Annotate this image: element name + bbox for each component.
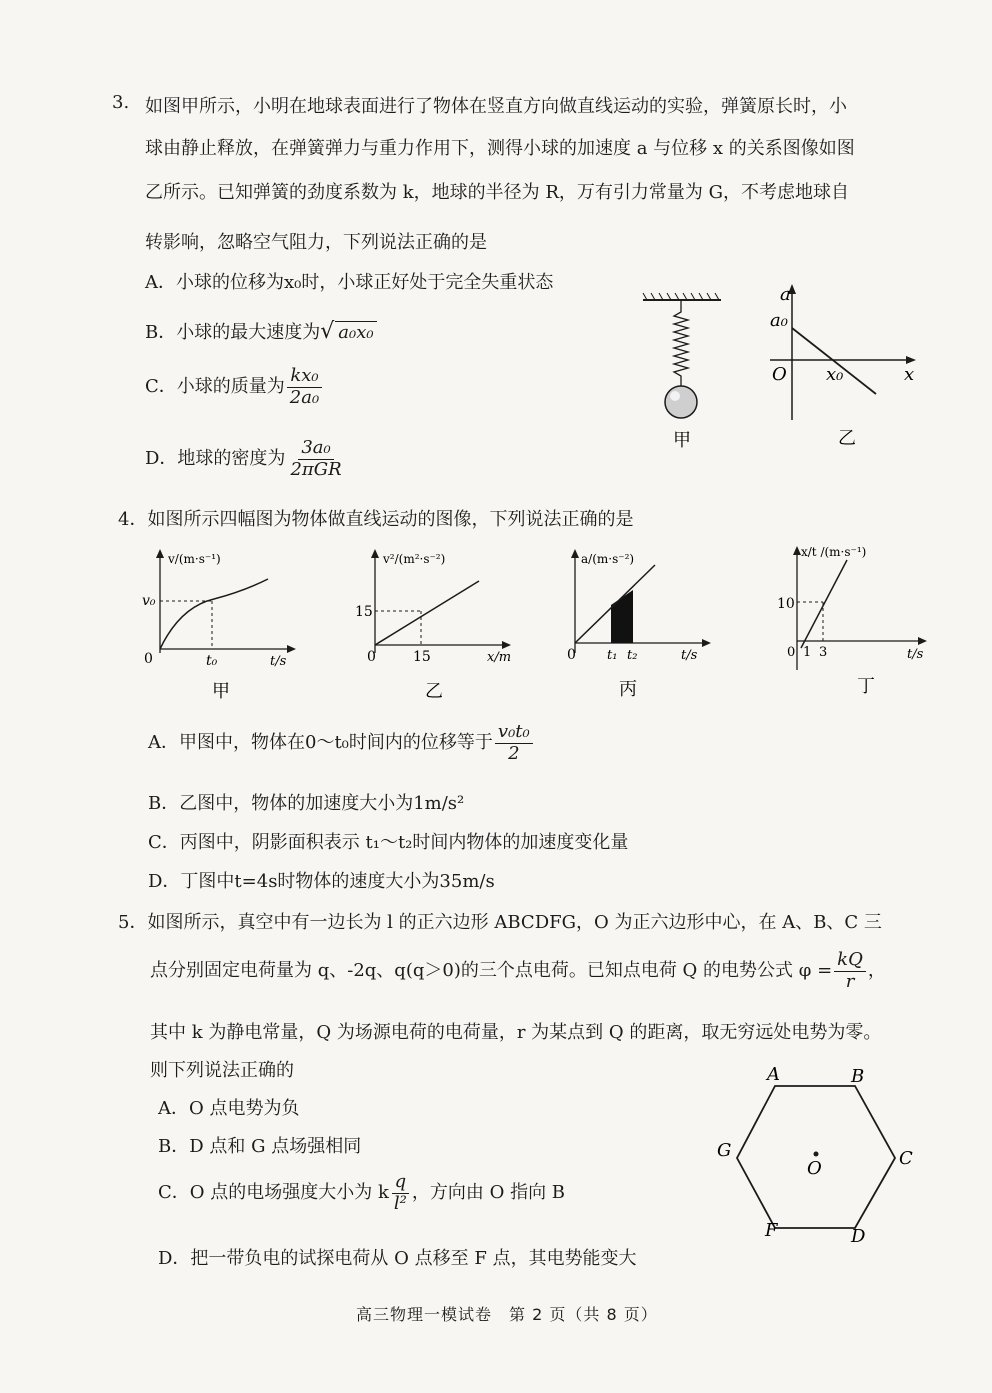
q3-stem-line-4: 转影响，忽略空气阻力，下列说法正确的是 <box>145 232 487 253</box>
q4-option-d: D．丁图中t=4s时物体的速度大小为35m/s <box>148 871 495 892</box>
q5-label-C: C <box>899 1148 913 1169</box>
q3-option-d-denominator: 2πGR <box>290 458 342 480</box>
q3-option-c-numerator: kx₀ <box>287 366 321 388</box>
q4-ding-xtick1: 1 <box>803 645 812 660</box>
q4-option-a-label: A．甲图中，物体在0～t₀时间内的位移等于 <box>148 732 493 754</box>
q5-stem-line-2 <box>150 950 886 992</box>
q3-stem-line-3: 乙所示。已知弹簧的劲度系数为 k，地球的半径为 R，万有引力常量为 G，不考虑地球自 <box>145 182 850 203</box>
q4-ding-ytick: 10 <box>777 596 795 612</box>
q5-option-c <box>158 1172 565 1214</box>
q5-label-F: F <box>765 1220 778 1241</box>
q4-bing-xtick2: t₂ <box>627 648 638 663</box>
q4-bing-xtick1: t₁ <box>607 648 618 663</box>
q5-option-c-denominator: l² <box>393 1192 407 1214</box>
q3-fig-yi-a0: a₀ <box>770 310 788 331</box>
q3-figure-ax-graph <box>760 280 925 450</box>
q4-stem: 4．如图所示四幅图为物体做直线运动的图像，下列说法正确的是 <box>118 509 634 530</box>
q5-stem-line-4: 则下列说法正确的 <box>150 1060 294 1081</box>
q5-option-b: B．D 点和 G 点场强相同 <box>158 1136 362 1157</box>
q4-jia-ylabel: v/(m·s⁻¹) <box>168 552 221 566</box>
q5-option-d: D．把一带负电的试探电荷从 O 点移至 F 点，其电势能变大 <box>158 1248 637 1269</box>
q5-option-a: A．O 点电势为负 <box>158 1098 300 1119</box>
q5-option-c-numerator: q <box>392 1172 410 1194</box>
q4-bing-xlabel: t/s <box>681 648 698 663</box>
q4-yi-ytick: 15 <box>355 604 373 620</box>
q4-option-b: B．乙图中，物体的加速度大小为1m/s² <box>148 793 465 814</box>
q5-formula-denominator: r <box>845 970 855 992</box>
q4-ding-caption: 丁 <box>857 676 875 697</box>
q4-option-a <box>148 722 535 764</box>
q3-option-b-label: B．小球的最大速度为 <box>145 322 321 343</box>
q4-option-c: C．丙图中，阴影面积表示 t₁～t₂时间内物体的加速度变化量 <box>148 832 629 853</box>
q4-ding-xtick2: 3 <box>819 645 828 660</box>
q5-stem-line-2-end: ， <box>867 960 886 982</box>
q3-fig-yi-axis-x: x <box>904 364 915 385</box>
q3-option-c-label: C．小球的质量为 <box>145 376 285 398</box>
q4-graph-ding <box>775 540 940 705</box>
q5-label-D: D <box>851 1226 866 1247</box>
q4-yi-ylabel: v²/(m²·s⁻²) <box>383 552 446 566</box>
q5-stem-line-1: 5．如图所示，真空中有一边长为 l 的正六边形 ABCDFG，O 为正六边形中心，在 A、B、C 三 <box>118 912 882 933</box>
q5-formula-numerator: kQ <box>834 950 866 972</box>
q3-option-c-denominator: 2a₀ <box>289 386 320 408</box>
q5-stem-line-3: 其中 k 为静电常量，Q 为场源电荷的电荷量，r 为某点到 Q 的距离，取无穷远处电势为零。 <box>150 1022 882 1043</box>
q4-graph-yi <box>355 545 520 705</box>
q4-bing-ylabel: a/(m·s⁻²) <box>581 552 635 566</box>
q4-jia-origin: 0 <box>144 651 153 667</box>
q3-fig-yi-caption: 乙 <box>838 428 856 449</box>
q4-yi-xtick: 15 <box>413 649 431 665</box>
q4-bing-caption: 丙 <box>619 679 637 700</box>
q3-option-d-label: D．地球的密度为 <box>145 448 286 470</box>
q4-jia-xtick: t₀ <box>206 653 218 669</box>
q4-graph-bing <box>555 545 720 705</box>
q4-ding-ylabel: x/t /(m·s⁻¹) <box>801 545 867 559</box>
q4-yi-caption: 乙 <box>425 681 443 702</box>
q3-option-d <box>145 438 347 480</box>
q4-yi-xlabel: x/m <box>487 650 512 665</box>
q4-jia-caption: 甲 <box>212 681 230 702</box>
q5-label-O: O <box>807 1158 822 1179</box>
q3-stem-line-1: 如图甲所示，小明在地球表面进行了物体在竖直方向做直线运动的实验，弹簧原长时，小 <box>145 96 847 117</box>
q5-label-B: B <box>851 1066 865 1087</box>
q5-stem-line-2-text: 点分别固定电荷量为 q、-2q、q(q＞0)的三个点电荷。已知点电荷 Q 的电势公式 φ = <box>150 960 833 982</box>
q5-option-c-end: ，方向由 O 指向 B <box>411 1182 566 1204</box>
q4-ding-xlabel: t/s <box>907 647 924 662</box>
q3-fig-yi-origin: O <box>772 364 787 385</box>
q3-option-c <box>145 366 324 408</box>
q3-option-d-numerator: 3a₀ <box>298 438 333 460</box>
q3-option-a: A．小球的位移为x₀时，小球正好处于完全失重状态 <box>145 272 554 293</box>
q4-jia-xlabel: t/s <box>270 654 287 669</box>
q3-number: 3. <box>112 92 130 113</box>
q4-jia-ytick: v₀ <box>142 593 156 609</box>
q5-hexagon-figure <box>705 1060 935 1250</box>
q3-option-b: B．小球的最大速度为√ a₀x₀ <box>145 318 377 344</box>
q4-ding-origin: 0 <box>787 645 796 660</box>
q3-figure-spring <box>635 288 735 453</box>
q5-label-A: A <box>767 1064 780 1085</box>
q4-bing-origin: 0 <box>567 647 576 663</box>
q3-fig-yi-axis-a: a <box>780 284 791 305</box>
q3-stem-line-2: 球由静止释放，在弹簧弹力与重力作用下，测得小球的加速度 a 与位移 x 的关系图像如图 <box>145 138 855 159</box>
q5-label-G: G <box>717 1140 732 1161</box>
q4-option-a-numerator: v₀t₀ <box>495 722 533 744</box>
q4-option-a-denominator: 2 <box>508 742 520 764</box>
page-footer: 高三物理一模试卷 第 2 页（共 8 页） <box>356 1305 658 1324</box>
q3-fig-jia-caption: 甲 <box>673 430 691 451</box>
q4-graph-jia <box>140 545 305 705</box>
q4-yi-origin: 0 <box>367 649 376 665</box>
q3-option-b-sqrt: a₀x₀ <box>335 321 376 343</box>
q3-fig-yi-x0: x₀ <box>826 364 844 385</box>
q5-option-c-label: C．O 点的电场强度大小为 k <box>158 1182 389 1204</box>
